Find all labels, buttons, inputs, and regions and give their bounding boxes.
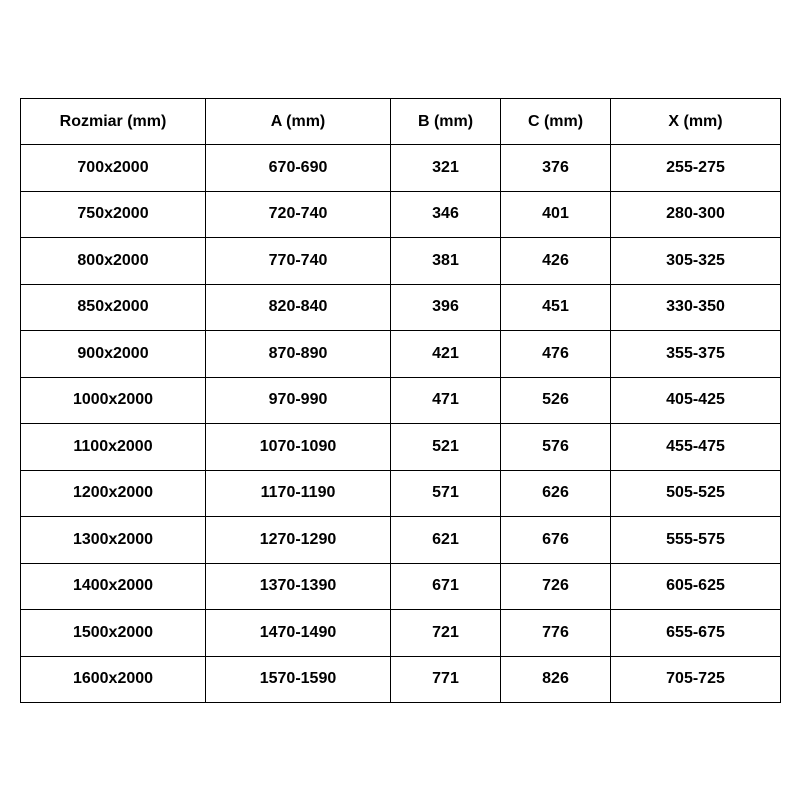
cell-a: 870-890	[206, 331, 391, 378]
cell-b: 396	[391, 284, 501, 331]
cell-c: 726	[501, 563, 611, 610]
cell-c: 676	[501, 517, 611, 564]
table-row	[21, 610, 781, 657]
cell-c: 426	[501, 238, 611, 285]
cell-c: 776	[501, 610, 611, 657]
cell-b: 521	[391, 424, 501, 471]
cell-c: 476	[501, 331, 611, 378]
table-row	[21, 191, 781, 238]
cell-b: 621	[391, 517, 501, 564]
cell-rozmiar: 900x2000	[21, 331, 206, 378]
cell-b: 471	[391, 377, 501, 424]
cell-a: 1270-1290	[206, 517, 391, 564]
cell-rozmiar: 1000x2000	[21, 377, 206, 424]
cell-x: 280-300	[611, 191, 781, 238]
column-header-c: C (mm)	[501, 99, 611, 145]
cell-rozmiar: 800x2000	[21, 238, 206, 285]
cell-a: 820-840	[206, 284, 391, 331]
column-header-a: A (mm)	[206, 99, 391, 145]
column-header-rozmiar: Rozmiar (mm)	[21, 99, 206, 145]
cell-b: 671	[391, 563, 501, 610]
column-header-b: B (mm)	[391, 99, 501, 145]
cell-a: 1470-1490	[206, 610, 391, 657]
cell-c: 401	[501, 191, 611, 238]
table-row	[21, 563, 781, 610]
cell-a: 1070-1090	[206, 424, 391, 471]
cell-x: 305-325	[611, 238, 781, 285]
table-header	[21, 99, 781, 145]
cell-x: 505-525	[611, 470, 781, 517]
cell-rozmiar: 1400x2000	[21, 563, 206, 610]
cell-x: 705-725	[611, 656, 781, 703]
column-header-x: X (mm)	[611, 99, 781, 145]
cell-b: 381	[391, 238, 501, 285]
cell-c: 826	[501, 656, 611, 703]
cell-rozmiar: 700x2000	[21, 145, 206, 192]
cell-x: 555-575	[611, 517, 781, 564]
cell-c: 526	[501, 377, 611, 424]
cell-rozmiar: 750x2000	[21, 191, 206, 238]
size-table-container	[20, 98, 780, 703]
cell-a: 970-990	[206, 377, 391, 424]
cell-rozmiar: 1200x2000	[21, 470, 206, 517]
cell-x: 405-425	[611, 377, 781, 424]
table-row	[21, 377, 781, 424]
cell-x: 655-675	[611, 610, 781, 657]
cell-c: 376	[501, 145, 611, 192]
cell-b: 321	[391, 145, 501, 192]
table-row	[21, 238, 781, 285]
cell-c: 626	[501, 470, 611, 517]
cell-a: 670-690	[206, 145, 391, 192]
table-row	[21, 517, 781, 564]
table-row	[21, 284, 781, 331]
table-row	[21, 331, 781, 378]
table-row	[21, 424, 781, 471]
cell-b: 721	[391, 610, 501, 657]
cell-c: 451	[501, 284, 611, 331]
table-row	[21, 145, 781, 192]
cell-a: 1570-1590	[206, 656, 391, 703]
table-body	[21, 145, 781, 703]
cell-rozmiar: 1100x2000	[21, 424, 206, 471]
cell-b: 771	[391, 656, 501, 703]
cell-a: 770-740	[206, 238, 391, 285]
cell-x: 605-625	[611, 563, 781, 610]
cell-rozmiar: 1300x2000	[21, 517, 206, 564]
cell-x: 455-475	[611, 424, 781, 471]
cell-x: 330-350	[611, 284, 781, 331]
table-header-row	[21, 99, 781, 145]
cell-x: 355-375	[611, 331, 781, 378]
cell-a: 1370-1390	[206, 563, 391, 610]
table-row	[21, 656, 781, 703]
cell-x: 255-275	[611, 145, 781, 192]
cell-rozmiar: 850x2000	[21, 284, 206, 331]
cell-rozmiar: 1500x2000	[21, 610, 206, 657]
cell-rozmiar: 1600x2000	[21, 656, 206, 703]
cell-b: 421	[391, 331, 501, 378]
table-row	[21, 470, 781, 517]
cell-b: 571	[391, 470, 501, 517]
cell-a: 720-740	[206, 191, 391, 238]
size-table	[20, 98, 781, 703]
cell-c: 576	[501, 424, 611, 471]
cell-a: 1170-1190	[206, 470, 391, 517]
cell-b: 346	[391, 191, 501, 238]
